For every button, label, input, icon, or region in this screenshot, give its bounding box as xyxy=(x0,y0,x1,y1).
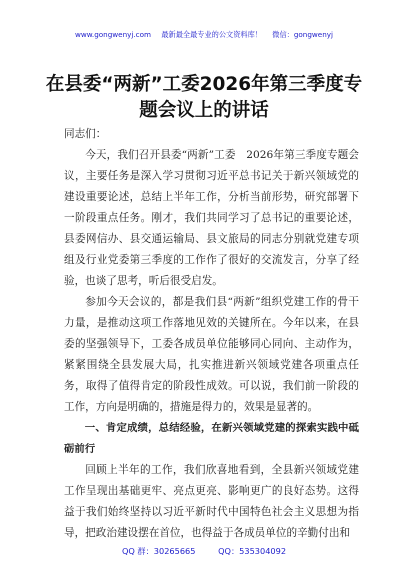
body-paragraph: 参加今天会议的，都是我们县“两新”组织党建工作的骨干力量，是推动这项工作落地见效的关键所在。今年以来，在县委的坚强领导下，工委各成员单位能够同心同向、主动作为，紧紧围绕全县发展大局，扎实推进新兴领域党建各项重点任务，取得了值得肯定的阶段性成效。可以说，我们前一阶段的工作，方向是明确的，措施是得力的，效果是显著的。 xyxy=(64,296,359,413)
footer-qq-group: QQ 群：30265665 xyxy=(121,546,196,556)
section-heading: 一、肯定成绩，总结经验，在新兴领域党建的探索实践中砥砺前行 xyxy=(64,422,359,455)
footer-qq: QQ：535304092 xyxy=(218,546,287,556)
header-site-link[interactable]: www.gongwenyj.com xyxy=(74,30,152,39)
document-body xyxy=(64,124,359,544)
header-wechat: 微信：gongwenyj xyxy=(272,30,334,39)
page-footer xyxy=(0,546,408,557)
header-slogan: 最新最全最专业的公文资料库！ xyxy=(161,30,262,39)
body-paragraph: 回顾上半年的工作，我们欣喜地看到，全县新兴领域党建工作呈现出基础更牢、亮点更亮、影响更广的良好态势。这得益于我们始终坚持以习近平新时代中国特色社会主义思想为指导，把政治建设摆在首位，也得益于各成员单位的辛勤付出和 xyxy=(64,464,359,539)
salutation: 同志们： xyxy=(64,128,107,140)
body-paragraph: 今天，我们召开县委“两新”工委 2026年第三季度专题会议，主要任务是深入学习贯彻习近平总书记关于新兴领域党的建设重要论述，总结上半年工作，分析当前形势，研究部署下一阶段重点任务。刚才，我们共同学习了总书记的重要论述，县委网信办、县交通运输局、县文旅局的同志分别就党建专项组及行业党委第三季度的工作作了很好的交流发言，分享了经验，也谈了思考，听后很受启发。 xyxy=(64,149,359,287)
document-title: 在县委“两新”工委2026年第三季度专题会议上的讲话 xyxy=(45,74,363,121)
page-header xyxy=(0,30,408,40)
